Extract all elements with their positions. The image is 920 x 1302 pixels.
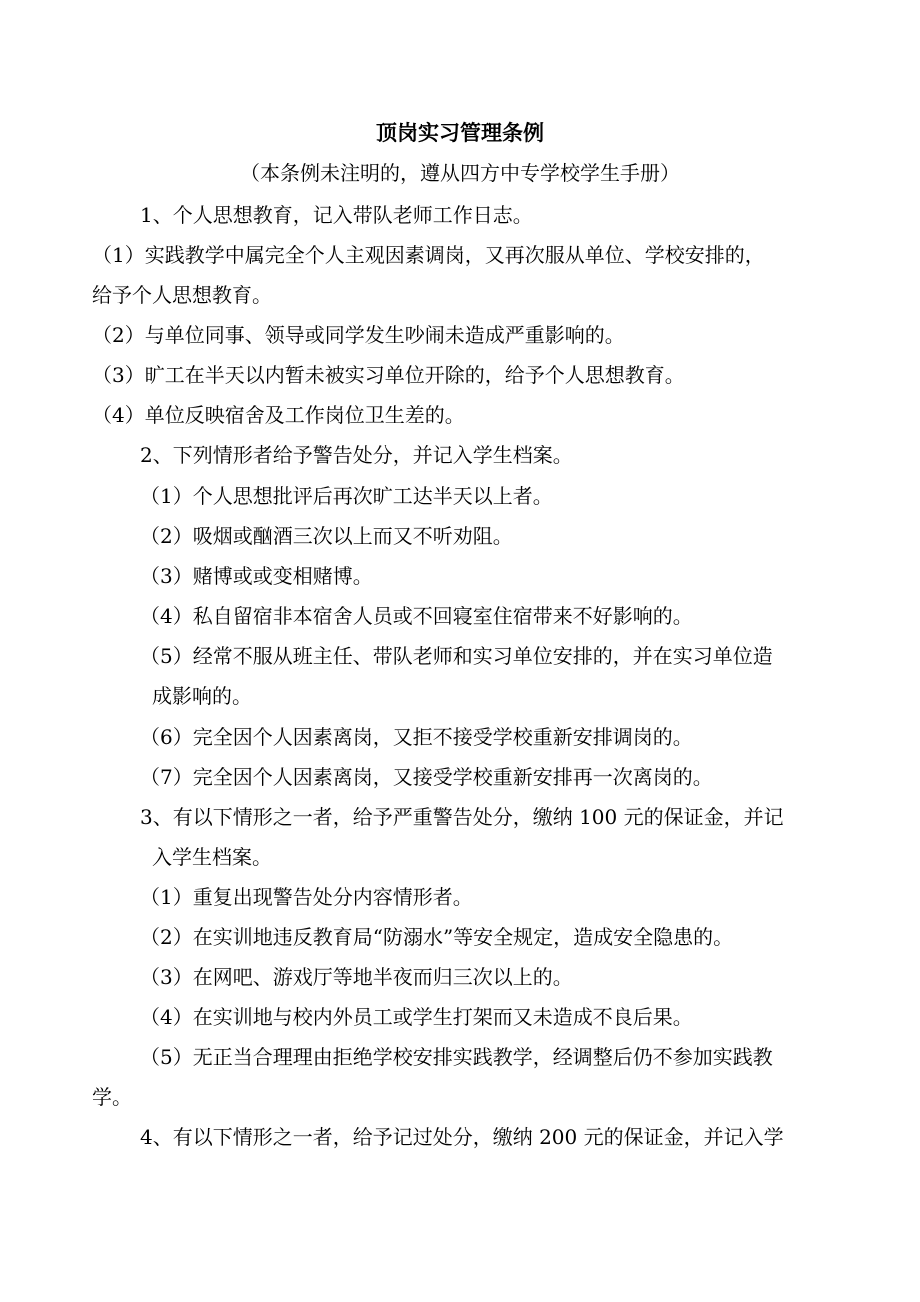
paragraph-line: （3）在网吧、游戏厅等地半夜而归三次以上的。 [140, 965, 573, 989]
paragraph-line: （7）完全因个人因素离岗，又接受学校重新安排再一次离岗的。 [140, 765, 713, 789]
paragraph-line: （5）经常不服从班主任、带队老师和实习单位安排的，并在实习单位造 [140, 644, 773, 668]
paragraph-line: （1）实践教学中属完全个人主观因素调岗，又再次服从单位、学校安排的， [92, 243, 765, 267]
paragraph-line: （4）单位反映宿舍及工作岗位卫生差的。 [92, 403, 465, 427]
paragraph-line: （2）与单位同事、领导或同学发生吵闹未造成严重影响的。 [92, 323, 625, 347]
paragraph-line: （2）在实训地违反教育局“防溺水”等安全规定，造成安全隐患的。 [140, 925, 734, 949]
paragraph-line: 成影响的。 [152, 684, 252, 708]
paragraph-line: （5）无正当合理理由拒绝学校安排实践教学，经调整后仍不参加实践教 [140, 1045, 773, 1069]
document-title: 顶岗实习管理条例 [376, 120, 544, 145]
paragraph-line: 1、个人思想教育，记入带队老师工作日志。 [140, 203, 533, 227]
paragraph-line: 4、有以下情形之一者，给予记过处分，缴纳 200 元的保证金，并记入学 [140, 1125, 784, 1149]
paragraph-line: （3）赌博或或变相赌博。 [140, 564, 373, 588]
paragraph-line: （1）个人思想批评后再次旷工达半天以上者。 [140, 484, 553, 508]
paragraph-line: 3、有以下情形之一者，给予严重警告处分，缴纳 100 元的保证金，并记 [140, 805, 784, 829]
paragraph-line: （6）完全因个人因素离岗，又拒不接受学校重新安排调岗的。 [140, 725, 693, 749]
paragraph-line: （1）重复出现警告处分内容情形者。 [140, 885, 473, 909]
paragraph-line: （3）旷工在半天以内暂未被实习单位开除的，给予个人思想教育。 [92, 363, 685, 387]
paragraph-line: 2、下列情形者给予警告处分，并记入学生档案。 [140, 443, 573, 467]
document-subtitle: （本条例未注明的，遵从四方中专学校学生手册） [240, 161, 680, 185]
paragraph-line: 入学生档案。 [152, 845, 272, 869]
paragraph-line: （4）在实训地与校内外员工或学生打架而又未造成不良后果。 [140, 1005, 693, 1029]
paragraph-line: （4）私自留宿非本宿舍人员或不回寝室住宿带来不好影响的。 [140, 604, 693, 628]
paragraph-line: 给予个人思想教育。 [92, 283, 272, 307]
paragraph-line: （2）吸烟或酗酒三次以上而又不听劝阻。 [140, 524, 513, 548]
paragraph-line: 学。 [92, 1085, 132, 1109]
